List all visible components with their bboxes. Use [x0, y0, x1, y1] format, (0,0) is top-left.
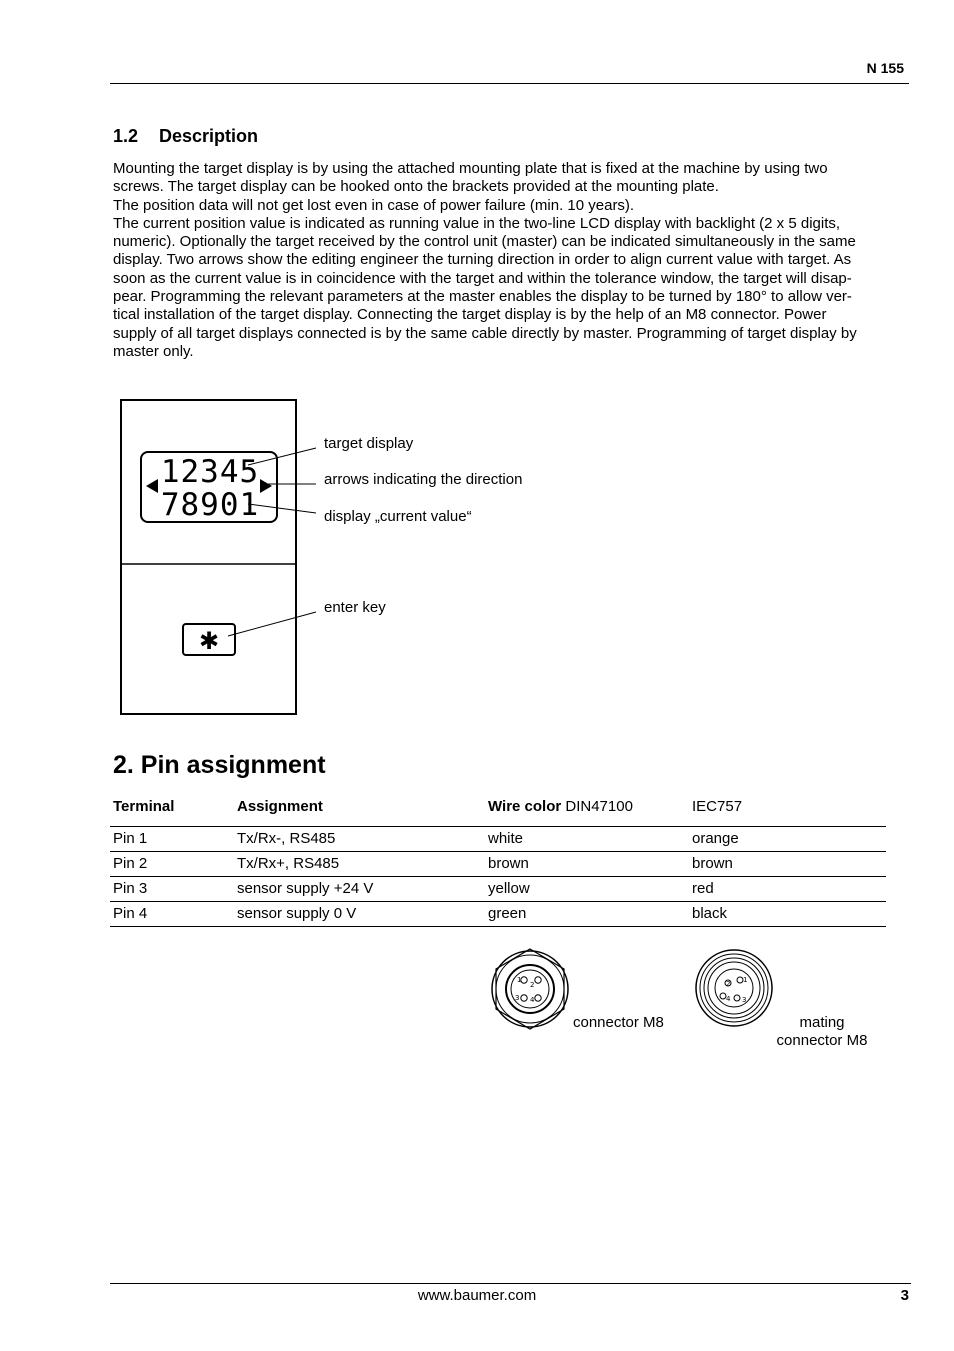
header-wire-color: [488, 798, 633, 815]
header-iec: IEC757: [692, 798, 743, 815]
callout-target-display: target display: [324, 435, 414, 452]
cell-terminal: Pin 1: [113, 830, 148, 847]
connector-m8-icon: [488, 947, 572, 1031]
cell-iec-color: black: [692, 905, 728, 922]
table-row: [110, 902, 886, 927]
m8-pin-label: 4: [530, 996, 535, 1004]
mating-pin-label: 1: [743, 976, 748, 984]
cell-assignment: sensor supply 0 V: [237, 905, 357, 922]
section-heading: [113, 126, 258, 147]
header-wire-color-bold: Wire color: [488, 798, 562, 815]
footer-rule: [110, 1283, 911, 1284]
mating-pin-label: 4: [726, 995, 731, 1003]
callout-current-value: display „current value“: [324, 508, 472, 525]
cell-iec-color: brown: [692, 855, 733, 872]
pin-assignment-heading: 2. Pin assignment: [113, 751, 326, 779]
cell-iec-color: orange: [692, 830, 739, 847]
cell-din-color: brown: [488, 855, 529, 872]
lcd-target-value: 12345: [160, 454, 260, 490]
mating-label-line2: connector M8: [776, 1032, 868, 1049]
leader-enter: [228, 612, 316, 636]
document-code: N 155: [866, 60, 904, 76]
table-header-row: [110, 793, 886, 827]
pin-table: [110, 793, 886, 927]
cell-din-color: white: [488, 830, 524, 847]
cell-assignment: sensor supply +24 V: [237, 880, 374, 897]
cell-din-color: yellow: [488, 880, 530, 897]
cell-iec-color: red: [692, 880, 714, 897]
m8-pin-label: 3: [515, 994, 520, 1002]
header-terminal: Terminal: [113, 798, 175, 815]
header-assignment: Assignment: [237, 798, 323, 815]
section-number: 1.2: [113, 126, 139, 146]
cell-terminal: Pin 2: [113, 855, 148, 872]
footer-url: www.baumer.com: [417, 1287, 537, 1304]
description-paragraph: Mounting the target display is by using the attached mounting plate that is fixed at the machine by using two screws. The target display can be hooked onto the brackets provided at the mounting plate. The position data will not get lost even in case of power failure (min. 10 years). The current position value is indicated as running value in the two-line LCD display with backlight (2 x 5 digits, numeric). Optionally the target received by the control unit (master) can be indicated simultaneously in the same display. Two arrows show the editing engineer the turning direction in order to align current value with target. As soon as the current value is in coincidence with the target and within the tolerance window, the target will disap- pear. Programming the relevant parameters at the master enables the display to be turned by 180° to allow ver- tical installation of the target display. Connecting the target display is by the help of an M8 connector. Power supply of all target displays connected is by the same cable directly by master. Programming of target display by master only.: [113, 160, 857, 360]
cell-din-color: green: [488, 905, 527, 922]
mating-pin-label: 3: [742, 996, 747, 1004]
table-row: [110, 877, 886, 902]
header-rule: [110, 83, 909, 84]
header-wire-color-std: DIN47100: [561, 798, 633, 815]
mating-connector-label: [772, 1014, 872, 1050]
mating-pin-label: 2: [726, 980, 731, 988]
cell-assignment: Tx/Rx+, RS485: [237, 855, 340, 872]
callout-arrows: arrows indicating the direction: [324, 471, 523, 488]
device-figure: [118, 396, 638, 720]
m8-pin-label: 1: [517, 976, 522, 984]
lcd-current-value: 78901: [160, 487, 260, 523]
cell-assignment: Tx/Rx-, RS485: [237, 830, 336, 847]
section-title: Description: [159, 126, 259, 146]
connector-m8-label: connector M8: [573, 1014, 664, 1031]
enter-key-icon: ✱: [198, 627, 220, 655]
table-row: [110, 827, 886, 852]
callout-enter-key: enter key: [324, 599, 386, 616]
mating-label-line1: mating: [799, 1014, 845, 1031]
table-row: [110, 852, 886, 877]
cell-terminal: Pin 4: [113, 905, 148, 922]
page-number: 3: [900, 1287, 909, 1304]
cell-terminal: Pin 3: [113, 880, 148, 897]
right-arrow-icon: [260, 479, 272, 493]
m8-pin-label: 2: [530, 981, 535, 989]
mating-connector-m8-icon: [693, 947, 775, 1029]
device-housing: [121, 400, 296, 714]
left-arrow-icon: [146, 479, 158, 493]
